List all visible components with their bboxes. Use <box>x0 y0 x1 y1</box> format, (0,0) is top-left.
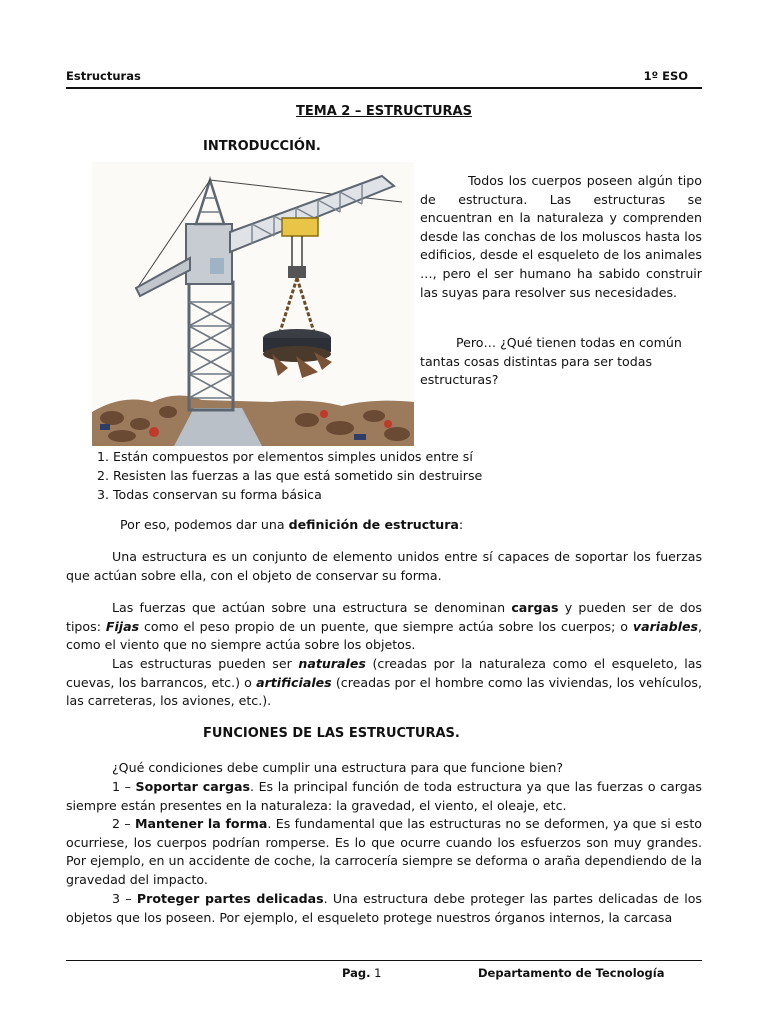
intro-paragraph-2: Pero… ¿Qué tienen todas en común tantas cosas distintas para ser todas estructuras? <box>420 335 682 388</box>
page-number: Pag. 1 <box>342 966 382 980</box>
crane-image <box>92 162 414 446</box>
intro-paragraph-1: Todos los cuerpos poseen algún tipo de estructura. Las estructuras se encuentran en la naturaleza y comprenden desde las conchas de los moluscos hasta los edificios, desde el esqueleto de los animales …, pero el ser humano ha sabido construir las suyas para resolver sus necesidades. <box>420 173 702 300</box>
functions-question: ¿Qué condiciones debe cumplir una estructura para que funcione bien? <box>112 760 564 775</box>
characteristics-list <box>90 447 673 504</box>
header-subject: Estructuras <box>66 69 141 83</box>
loads-paragraph: Las fuerzas que actúan sobre una estructura se denominan cargas y pueden ser de dos tipos: Fijas como el peso propio de un puente, que siempre actúa sobre los cuerpos; o variables, como el viento que no siempre actúa sobre los objetos. <box>66 600 702 653</box>
definition-paragraph: Una estructura es un conjunto de elemento unidos entre sí capaces de soportar los fuerzas que actúan sobre ella, con el objeto de conservar su forma. <box>66 549 702 583</box>
list-item: 3. Todas conservan su forma básica <box>113 485 673 504</box>
intro-heading: INTRODUCCIÓN. <box>203 139 321 154</box>
function-2: 2 – Mantener la forma. Es fundamental que las estructuras no se deformen, ya que si esto ocurriese, los cuerpos podrían romperse. Es lo que ocurre cuando los esfuerzos son muy grandes. Por ejemplo, en un accidente de coche, la carrocería siempre se deforma o araña dependiendo de la gravedad del impacto. <box>66 816 702 887</box>
department-label: Departamento de Tecnología <box>478 966 665 980</box>
function-1: 1 – Soportar cargas. Es la principal función de toda estructura ya que las fuerzas o cargas siempre están presentes en la naturaleza: la gravedad, el viento, el oleaje, etc. <box>66 779 702 813</box>
functions-heading: FUNCIONES DE LAS ESTRUCTURAS. <box>203 726 460 741</box>
function-3: 3 – Proteger partes delicadas. Una estructura debe proteger las partes delicadas de los objetos que los poseen. Por ejemplo, el esqueleto protege nuestros órganos internos, la carcasa <box>66 891 702 925</box>
page-footer <box>66 960 702 980</box>
list-item: 1. Están compuestos por elementos simples unidos entre sí <box>113 447 673 466</box>
types-paragraph: Las estructuras pueden ser naturales (creadas por la naturaleza como el esqueleto, las cuevas, los barrancos, etc.) o artificiales (creadas por el hombre como las viviendas, los vehículos, las carreteras, los aviones, etc.). <box>66 656 702 709</box>
page-title: TEMA 2 – ESTRUCTURAS <box>296 104 472 119</box>
header-course: 1º ESO <box>643 69 688 83</box>
list-item: 2. Resisten las fuerzas a las que está sometido sin destruirse <box>113 466 673 485</box>
definition-lead: Por eso, podemos dar una definición de estructura: <box>120 517 464 532</box>
page-header <box>66 69 702 89</box>
